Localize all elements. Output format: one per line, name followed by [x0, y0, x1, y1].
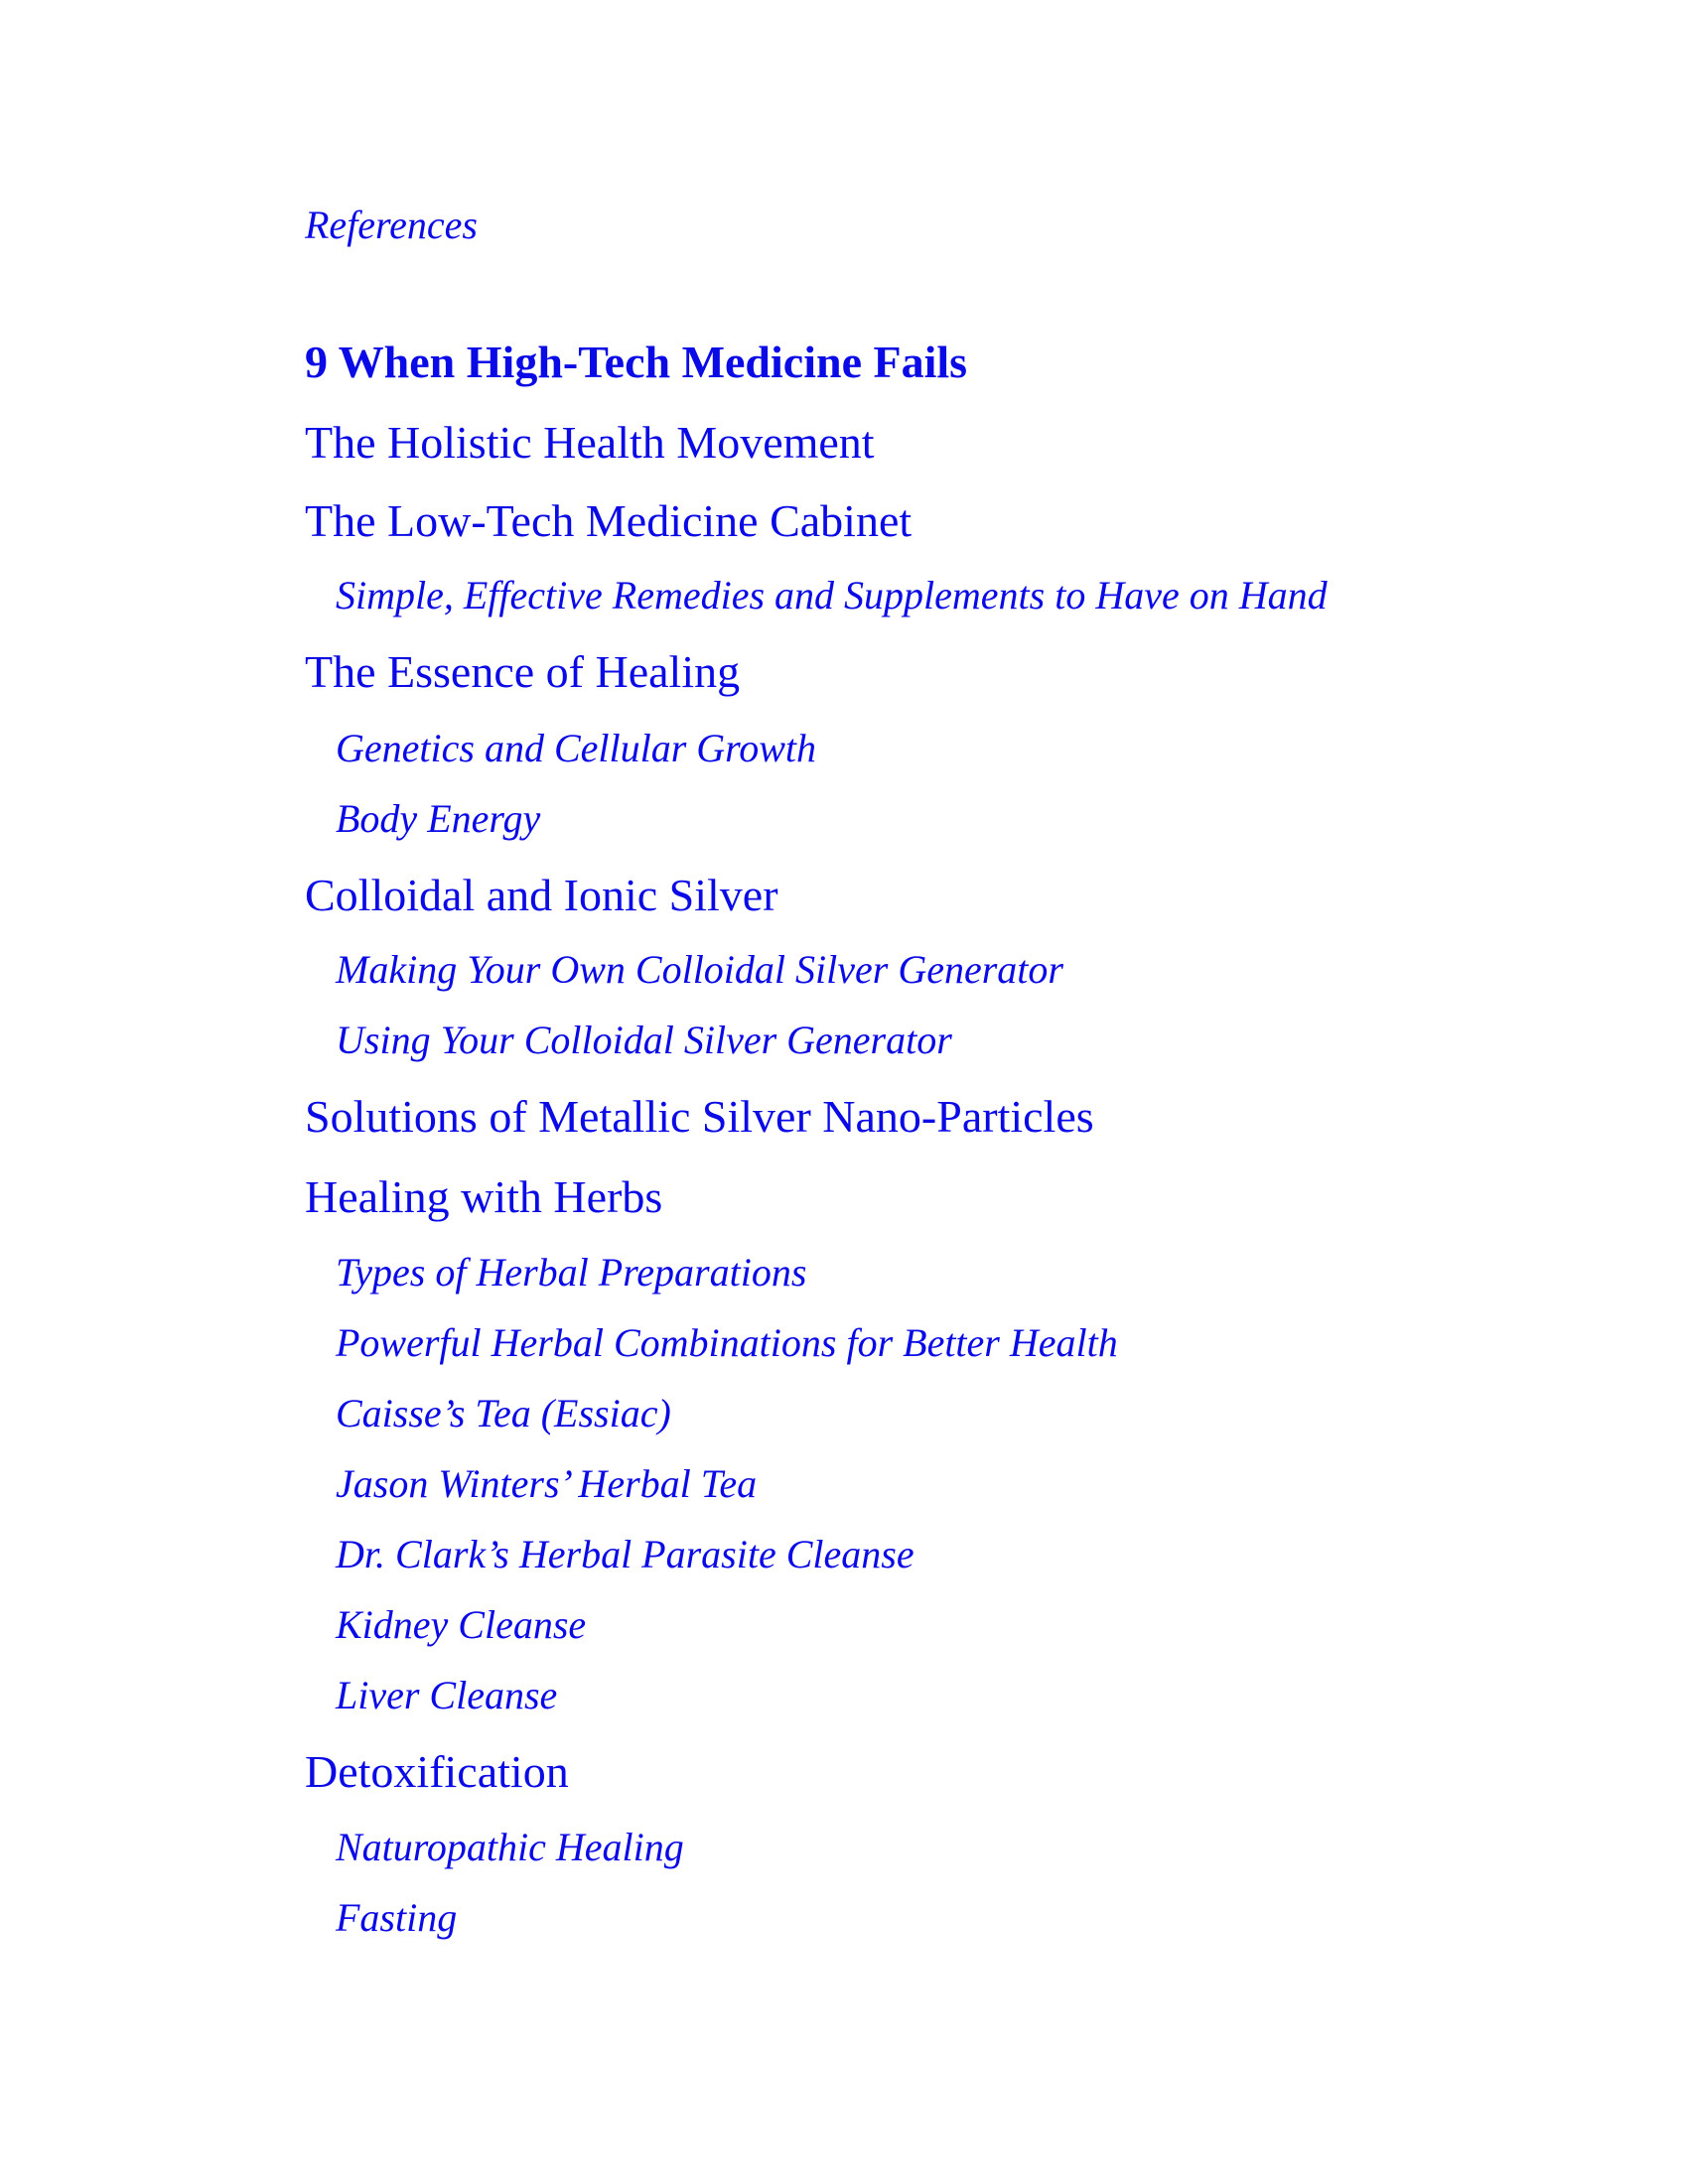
- toc-link-making-colloidal-silver-generator[interactable]: Making Your Own Colloidal Silver Generator: [336, 947, 1063, 992]
- toc-link-genetics-cellular-growth[interactable]: Genetics and Cellular Growth: [336, 726, 817, 770]
- toc-link-jason-winters-herbal-tea[interactable]: Jason Winters’ Herbal Tea: [336, 1461, 758, 1506]
- toc-link-dr-clarks-parasite-cleanse[interactable]: Dr. Clark’s Herbal Parasite Cleanse: [336, 1532, 914, 1576]
- toc-link-healing-with-herbs[interactable]: Healing with Herbs: [305, 1171, 663, 1222]
- toc-link-body-energy[interactable]: Body Energy: [336, 796, 541, 841]
- toc-link-low-tech-medicine-cabinet[interactable]: The Low-Tech Medicine Cabinet: [305, 495, 913, 546]
- toc-link-simple-effective-remedies[interactable]: Simple, Effective Remedies and Supplements to Have on Hand: [336, 573, 1328, 617]
- toc-link-kidney-cleanse[interactable]: Kidney Cleanse: [336, 1602, 587, 1647]
- toc-link-detoxification[interactable]: Detoxification: [305, 1746, 569, 1797]
- toc-link-references[interactable]: References: [305, 203, 478, 247]
- toc-link-holistic-health-movement[interactable]: The Holistic Health Movement: [305, 417, 875, 468]
- toc-link-using-colloidal-silver-generator[interactable]: Using Your Colloidal Silver Generator: [336, 1018, 952, 1062]
- toc-link-essence-of-healing[interactable]: The Essence of Healing: [305, 646, 741, 697]
- toc-link-fasting[interactable]: Fasting: [336, 1895, 458, 1940]
- toc-link-caisses-tea[interactable]: Caisse’s Tea (Essiac): [336, 1391, 671, 1435]
- toc-link-liver-cleanse[interactable]: Liver Cleanse: [336, 1673, 558, 1717]
- toc-link-powerful-herbal-combinations[interactable]: Powerful Herbal Combinations for Better Health: [336, 1320, 1118, 1365]
- toc-link-types-herbal-preparations[interactable]: Types of Herbal Preparations: [336, 1250, 807, 1295]
- toc-link-colloidal-ionic-silver[interactable]: Colloidal and Ionic Silver: [305, 870, 778, 920]
- toc-link-naturopathic-healing[interactable]: Naturopathic Healing: [336, 1825, 684, 1869]
- toc-link-metallic-silver-nano-particles[interactable]: Solutions of Metallic Silver Nano-Particles: [305, 1091, 1094, 1142]
- toc-link-chapter-9[interactable]: 9 When High-Tech Medicine Fails: [305, 337, 968, 387]
